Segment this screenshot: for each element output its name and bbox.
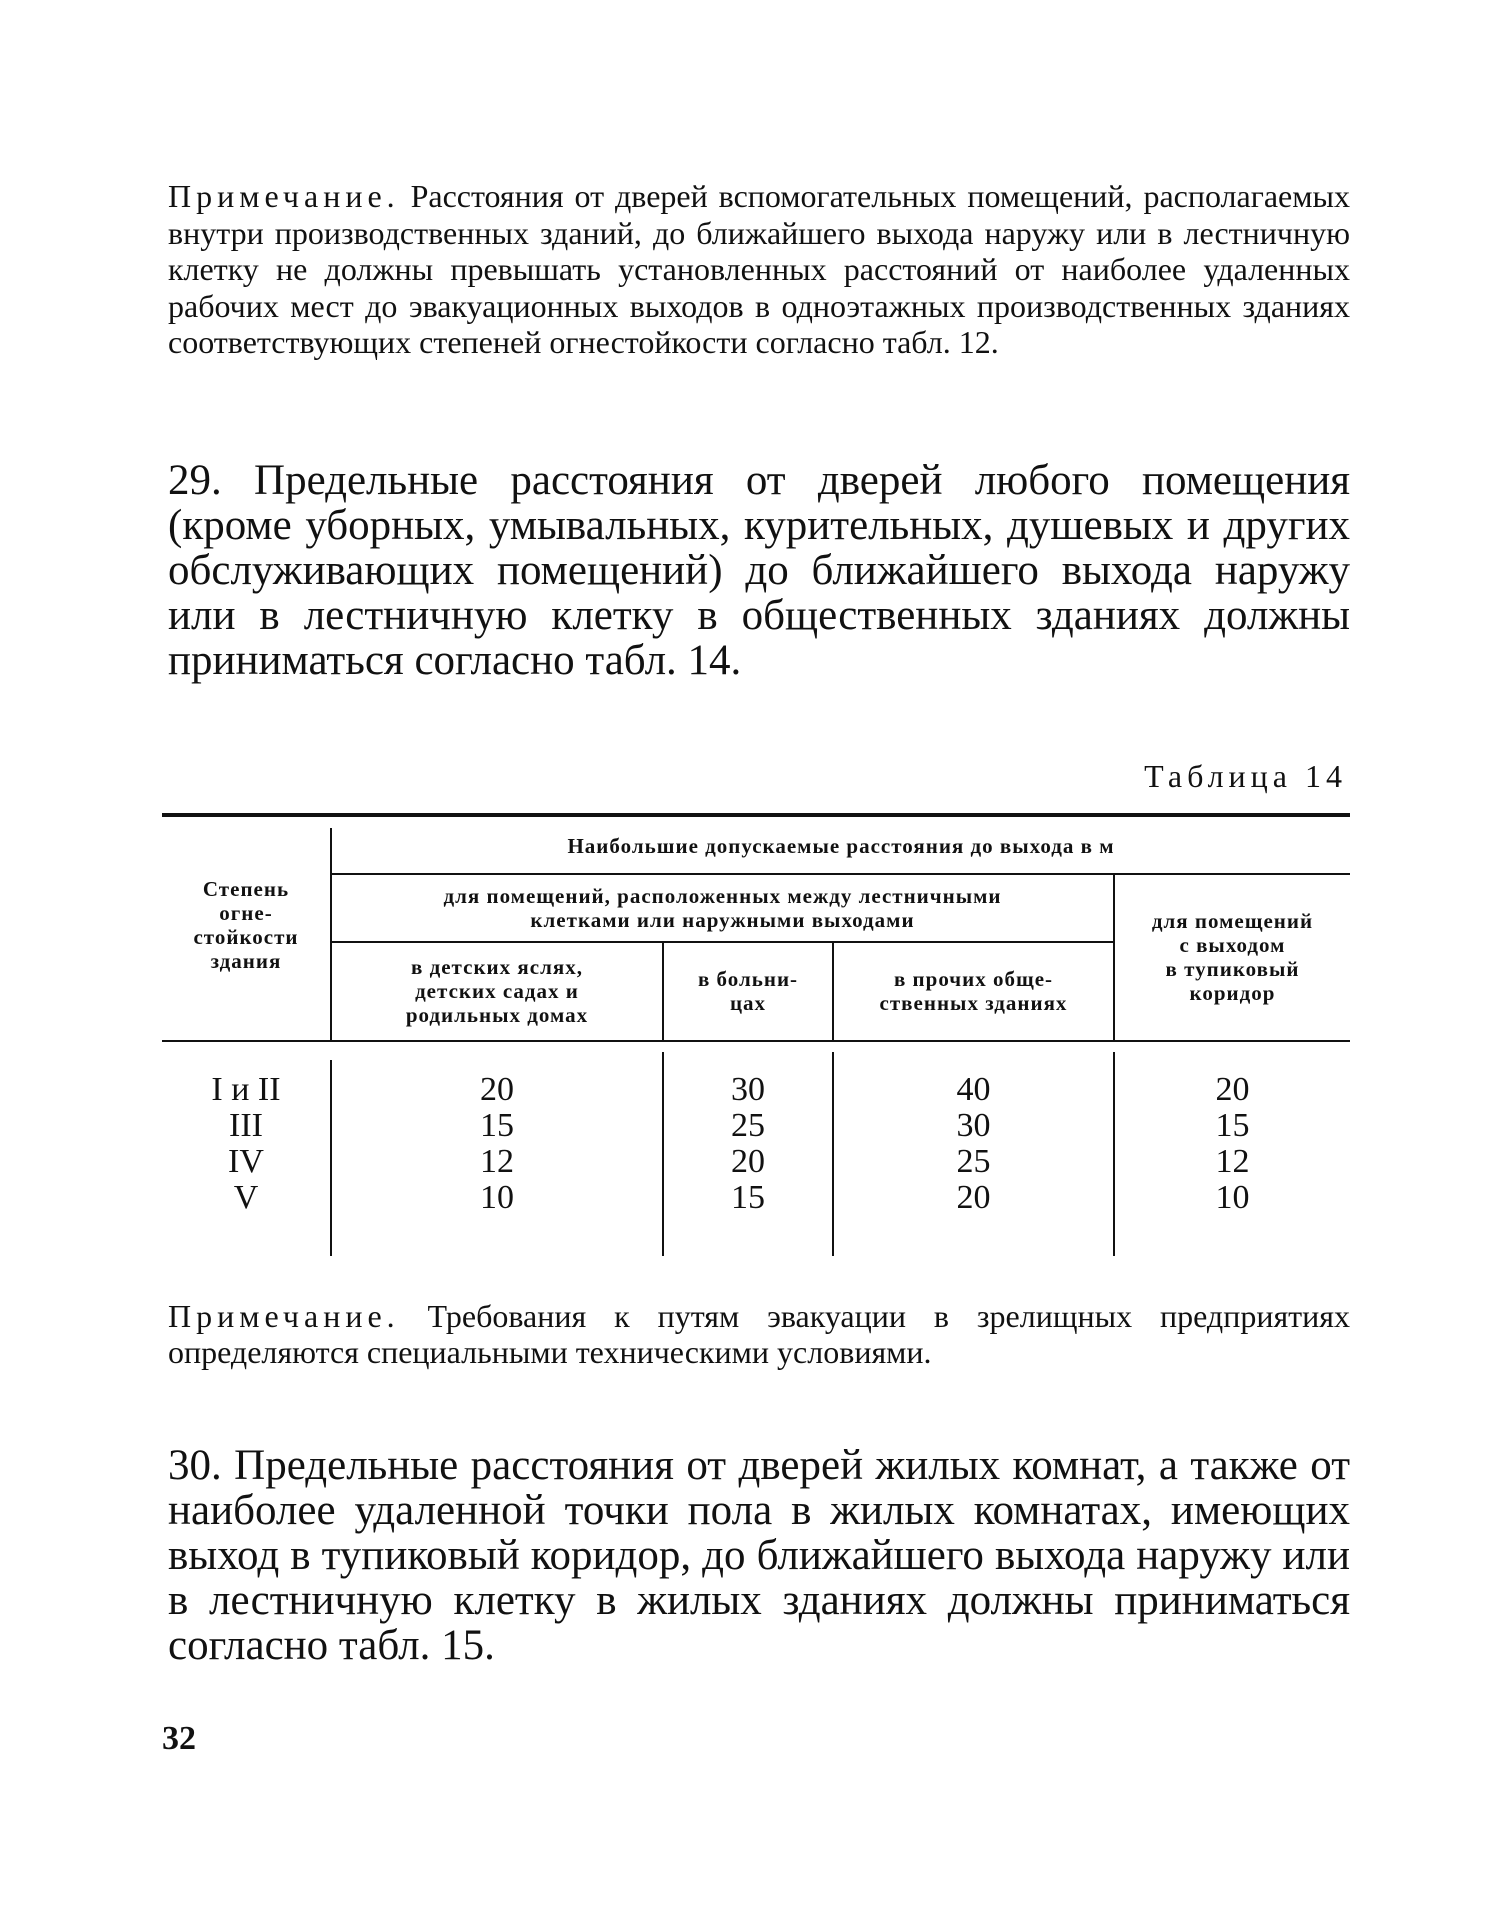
column-dead-end: [1115, 1072, 1350, 1216]
table-caption: Таблица 14: [1144, 758, 1347, 794]
header-bottom-rule: [162, 1040, 1350, 1042]
note-label: Примечание.: [168, 1298, 400, 1334]
note-text: Требования к путям эвакуации в зрелищных предприятиях определяются специальными техническими условиями.: [168, 1298, 1351, 1370]
table-cell: 20: [956, 1179, 991, 1216]
paragraph-29: 29. Предельные расстояния от дверей любого помещения (кроме уборных, умывальных, курительных, душевых и других обслуживающих помещений) до ближайшего выхода наружу или в лестничную клетку в общественных зданиях должны приниматься согласно табл. 14.: [168, 457, 1350, 684]
header-divider-2: [330, 941, 1115, 943]
table-cell: 12: [480, 1143, 514, 1180]
note-text: Расстояния от дверей вспомогательных помещений, располагаемых внутри производственных зданий, до ближайшего выхода наружу или в лестничную клетку не должны превышать установленных расстояний от наиболее удаленных рабочих мест до эвакуационных выходов в одноэтажных производственных зданиях соответствующих степеней огнестойкости согласно табл. 12.: [168, 178, 1351, 360]
table-cell: 30: [731, 1071, 765, 1108]
table-top-rule: [162, 813, 1350, 817]
table-cell: 20: [731, 1143, 765, 1180]
note-label: Примечание.: [168, 178, 400, 214]
table-cell: 30: [956, 1107, 991, 1144]
table-cell: V: [233, 1179, 259, 1216]
header-max-distance: Наибольшие допускаемые расстояния до выхода в м: [567, 834, 1115, 858]
header-hospitals: в больни- цах: [697, 967, 799, 1015]
table-cell: 10: [1215, 1179, 1250, 1216]
table-cell: 15: [731, 1179, 765, 1216]
header-dead-end: для помещений с выходом в тупиковый коридор: [1151, 909, 1314, 1005]
paragraph-30: 30. Предельные расстояния от дверей жилых комнат, а также от наиболее удаленной точки пола в жилых комнатах, имеющих выход в тупиковый коридор, до ближайшего выхода наружу или в лестничную клетку в жилых зданиях должны приниматься согласно табл. 15.: [168, 1442, 1350, 1669]
page-number: 32: [162, 1720, 196, 1757]
table-cell: 15: [480, 1107, 514, 1144]
header-nurseries: в детских яслях, детских садах и родильных домах: [405, 955, 589, 1027]
header-divider-1: [330, 873, 1350, 875]
table-cell: III: [229, 1107, 263, 1144]
table-cell: 15: [1215, 1107, 1250, 1144]
table-cell: 10: [480, 1179, 514, 1216]
note-table-12: [168, 178, 1350, 361]
table-cell: IV: [228, 1143, 264, 1180]
note-evacuation: [168, 1298, 1350, 1370]
table-cell: 40: [956, 1071, 991, 1108]
table-cell: 25: [956, 1143, 991, 1180]
column-hospitals: [664, 1072, 832, 1216]
header-between-exits: для помещений, расположенных между лестничными клетками или наружными выходами: [443, 884, 1002, 932]
table-cell: 12: [1215, 1143, 1250, 1180]
table-cell: 20: [1215, 1071, 1250, 1108]
column-degree: [162, 1072, 330, 1216]
header-degree: Степень огне- стойкости здания: [193, 877, 299, 973]
header-other-public: в прочих обще- ственных зданиях: [879, 967, 1068, 1015]
table-cell: 25: [731, 1107, 765, 1144]
column-nurseries: [332, 1072, 662, 1216]
table-cell: 20: [480, 1071, 514, 1108]
table-cell: I и II: [211, 1071, 281, 1108]
column-other-public: [834, 1072, 1113, 1216]
